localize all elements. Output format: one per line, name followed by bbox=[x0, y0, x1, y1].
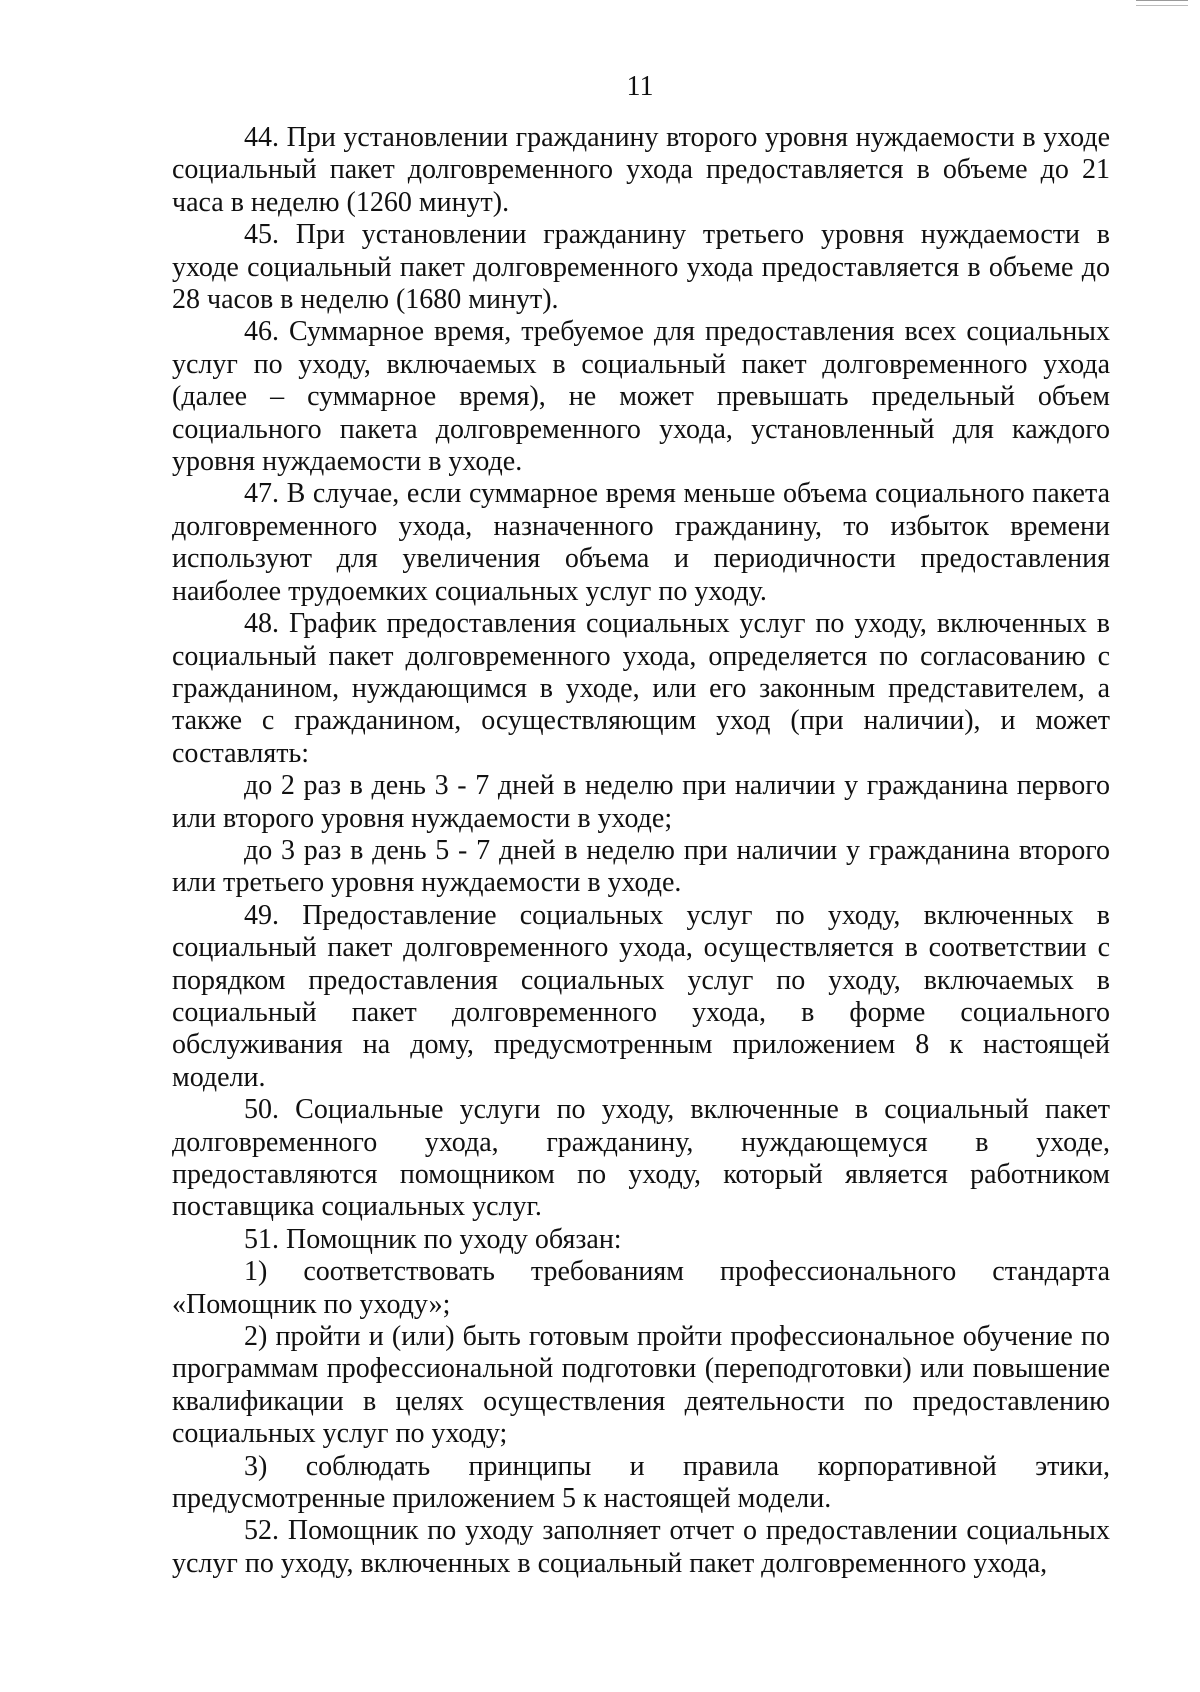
scan-edge-mark bbox=[1136, 0, 1188, 6]
paragraph-48-item-2: до 3 раз в день 5 - 7 дней в неделю при наличии у гражданина второго или третьего уровня нуждаемости в уходе. bbox=[172, 834, 1110, 899]
paragraph-48-item-1: до 2 раз в день 3 - 7 дней в неделю при наличии у гражданина первого или второго уровня нуждаемости в уходе; bbox=[172, 770, 1110, 834]
paragraph-48: 48. График предоставления социальных услуг по уходу, включенных в социальный пакет долговременного ухода, определяется по согласованию с гражданином, нуждающимся в уходе, или его законным представителем, а также с гражданином, осуществляющим уход (при наличии), и может составлять: bbox=[172, 608, 1110, 769]
paragraph-46: 46. Суммарное время, требуемое для предоставления всех социальных услуг по уходу, включаемых в социальный пакет долговременного ухода (далее – суммарное время), не может превышать предельный объем социального пакета долговременного ухода, установленный для каждого уровня нуждаемости в уходе. bbox=[172, 316, 1110, 478]
paragraph-45: 45. При установлении гражданину третьего уровня нуждаемости в уходе социальный пакет долговременного ухода предоставляется в объеме до 28 часов в неделю (1680 минут). bbox=[172, 219, 1110, 316]
paragraph-47: 47. В случае, если суммарное время меньше объема социального пакета долговременного ухода, назначенного гражданину, то избыток времени используют для увеличения объема и периодичности предоставления наиболее трудоемких социальных услуг по уходу. bbox=[172, 478, 1110, 607]
paragraph-51: 51. Помощник по уходу обязан: bbox=[244, 1223, 622, 1255]
document-body bbox=[172, 122, 1110, 1580]
paragraph-52: 52. Помощник по уходу заполняет отчет о предоставлении социальных услуг по уходу, включенных в социальный пакет долговременного ухода, bbox=[172, 1515, 1110, 1579]
paragraph-51-item-1: 1) соответствовать требованиям профессионального стандарта «Помощник по уходу»; bbox=[172, 1256, 1110, 1320]
paragraph-44: 44. При установлении гражданину второго уровня нуждаемости в уходе социальный пакет долговременного ухода предоставляется в объеме до 21 часа в неделю (1260 минут). bbox=[172, 122, 1110, 218]
paragraph-49: 49. Предоставление социальных услуг по уходу, включенных в социальный пакет долговременного ухода, осуществляется в соответствии с порядком предоставления социальных услуг по уходу, включаемых в социальный пакет долговременного ухода, в форме социального обслуживания на дому, предусмотренным приложением 8 к настоящей модели. bbox=[172, 899, 1110, 1093]
paragraph-51-item-3: 3) соблюдать принципы и правила корпоративной этики, предусмотренные приложением 5 к настоящей модели. bbox=[172, 1450, 1110, 1515]
page-number: 11 bbox=[626, 71, 654, 102]
paragraph-50: 50. Социальные услуги по уходу, включенные в социальный пакет долговременного ухода, гражданину, нуждающемуся в уходе, предоставляются помощником по уходу, который является работником поставщика социальных услуг. bbox=[172, 1094, 1110, 1223]
paragraph-51-item-2: 2) пройти и (или) быть готовым пройти профессиональное обучение по программам профессиональной подготовки (переподготовки) или повышение квалификации в целях осуществления деятельности по предоставлению социальных услуг по уходу; bbox=[172, 1321, 1110, 1450]
